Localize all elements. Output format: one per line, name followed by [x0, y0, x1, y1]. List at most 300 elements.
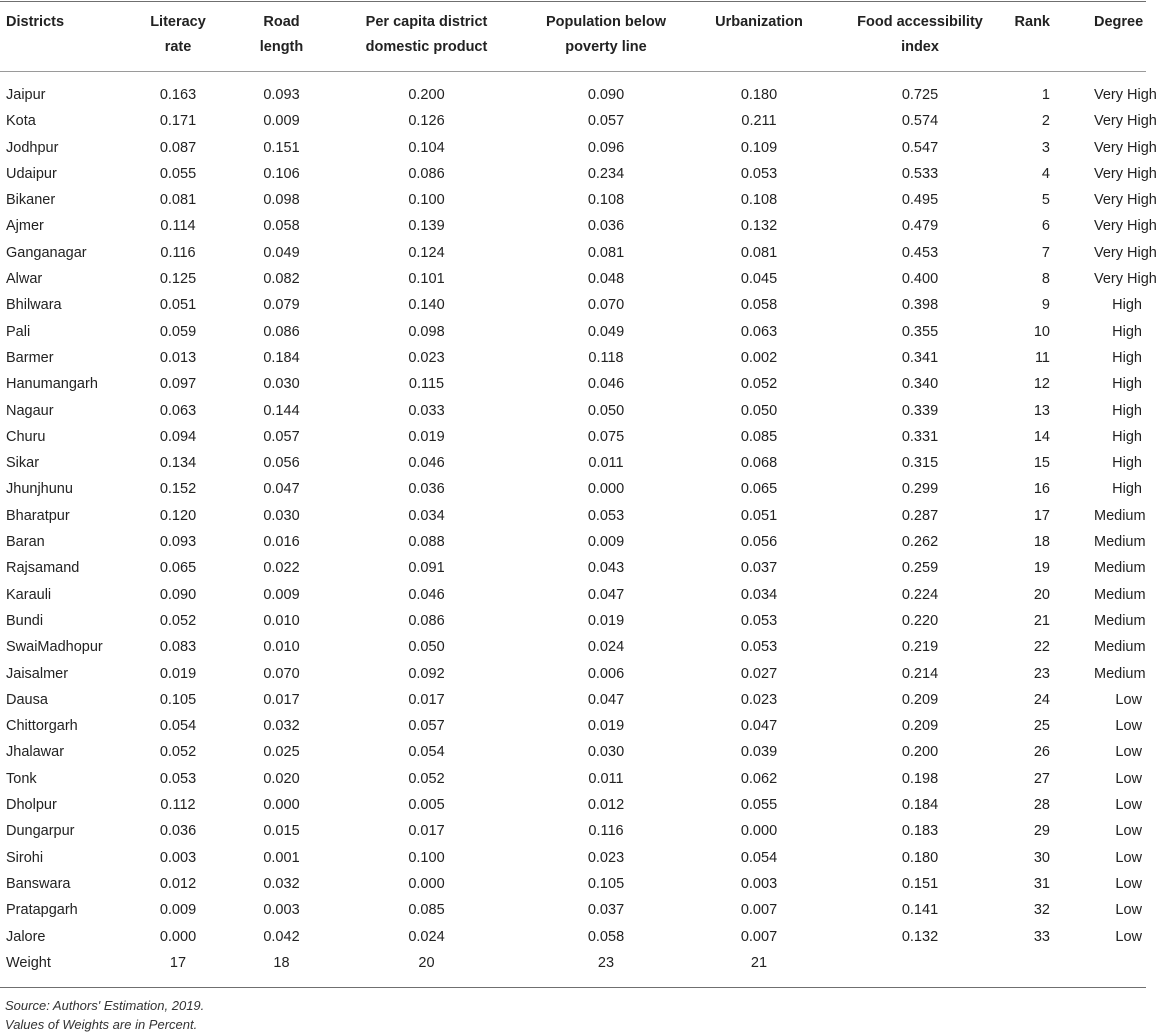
column-header-line: Food accessibility: [857, 14, 983, 30]
table-row: [0, 108, 1146, 134]
value-cell: 0.533: [901, 165, 939, 182]
district-cell: SwaiMadhopur: [6, 639, 103, 656]
table-row: [0, 687, 1146, 713]
value-cell: 0.574: [901, 113, 939, 130]
value-cell: 0.045: [740, 271, 778, 288]
value-cell: 19: [1033, 560, 1050, 577]
value-cell: High: [1112, 323, 1142, 340]
value-cell: 0.024: [408, 928, 445, 945]
value-cell: 0.049: [263, 244, 300, 261]
value-cell: Low: [1115, 902, 1142, 919]
value-cell: 0.017: [408, 691, 445, 708]
table-row: [0, 187, 1146, 213]
value-cell: 0.057: [587, 113, 625, 130]
value-cell: 0.005: [408, 797, 445, 814]
district-cell: Nagaur: [6, 402, 54, 419]
value-cell: 0.009: [263, 586, 300, 603]
district-cell: Ajmer: [6, 218, 44, 235]
value-cell: Medium: [1094, 507, 1146, 524]
district-cell: Bhilwara: [6, 297, 62, 314]
value-cell: 0.097: [159, 376, 197, 393]
district-cell: Pali: [6, 323, 31, 340]
table-row: [0, 266, 1146, 292]
value-cell: 0.219: [901, 639, 939, 656]
value-cell: 21: [1033, 612, 1050, 629]
value-cell: 0.105: [587, 875, 625, 892]
value-cell: 0.116: [160, 244, 196, 261]
value-cell: 0.082: [263, 271, 300, 288]
district-cell: Banswara: [6, 875, 71, 892]
column-header-line: Literacy: [150, 14, 206, 30]
value-cell: 0.453: [901, 244, 939, 261]
district-cell: Udaipur: [6, 165, 57, 182]
district-cell: Sirohi: [6, 849, 44, 866]
value-cell: 0.094: [159, 428, 197, 445]
footnote-weights: Values of Weights are in Percent.: [5, 1017, 198, 1032]
value-cell: Very High: [1094, 139, 1157, 156]
table-row: [0, 424, 1146, 450]
value-cell: 0.209: [901, 691, 939, 708]
value-cell: 0.042: [263, 928, 300, 945]
value-cell: Medium: [1094, 639, 1146, 656]
table-row: [0, 739, 1146, 765]
value-cell: 0.118: [588, 349, 624, 366]
value-cell: 0.024: [587, 639, 625, 656]
value-cell: 0.013: [159, 349, 197, 366]
value-cell: 14: [1033, 428, 1050, 445]
district-cell: Jhalawar: [6, 744, 65, 761]
district-cell: Bundi: [6, 612, 44, 629]
value-cell: 0.151: [901, 875, 939, 892]
value-cell: Low: [1115, 691, 1142, 708]
value-cell: 0.495: [901, 192, 939, 209]
value-cell: [830, 950, 1010, 976]
value-cell: 0.112: [160, 797, 196, 814]
value-cell: 0.000: [263, 797, 300, 814]
value-cell: 17: [169, 954, 187, 971]
value-cell: 0.056: [740, 534, 778, 551]
value-cell: Very High: [1094, 165, 1157, 182]
value-cell: 0.085: [408, 902, 445, 919]
value-cell: 0.109: [740, 139, 778, 156]
value-cell: 0.096: [587, 139, 625, 156]
data-table: [0, 8, 1157, 976]
value-cell: 0.183: [901, 823, 939, 840]
value-cell: Very High: [1094, 87, 1157, 103]
district-cell: Jodhpur: [6, 139, 59, 156]
value-cell: 27: [1033, 770, 1050, 787]
value-cell: 0.180: [740, 87, 778, 103]
value-cell: 3: [1041, 139, 1050, 156]
value-cell: 0.054: [408, 744, 445, 761]
district-cell: Dungarpur: [6, 823, 75, 840]
column-header-line: poverty line: [565, 39, 647, 55]
district-cell: Churu: [6, 428, 46, 445]
column-header-line: Districts: [6, 14, 65, 30]
value-cell: 0.027: [740, 665, 778, 682]
value-cell: 0.070: [263, 665, 300, 682]
district-cell: Kota: [6, 113, 36, 130]
table-row: [0, 135, 1146, 161]
value-cell: 0.081: [740, 244, 778, 261]
value-cell: 0.287: [901, 507, 939, 524]
column-header: [688, 8, 830, 72]
column-header-line: Rank: [1014, 14, 1050, 30]
value-cell: High: [1112, 376, 1142, 393]
table-row: [0, 871, 1146, 897]
district-cell: Jhunjhunu: [6, 481, 73, 498]
value-cell: 0.034: [408, 507, 445, 524]
district-cell: Hanumangarh: [6, 376, 98, 393]
value-cell: 0.058: [740, 297, 778, 314]
value-cell: 0.180: [901, 849, 939, 866]
value-cell: 0.052: [408, 770, 445, 787]
value-cell: 0.030: [587, 744, 625, 761]
value-cell: 0.100: [408, 192, 445, 209]
value-cell: 0.011: [588, 455, 624, 472]
value-cell: 0.057: [408, 718, 445, 735]
value-cell: 0.090: [159, 586, 197, 603]
value-cell: 0.140: [408, 297, 445, 314]
value-cell: 0.003: [263, 902, 300, 919]
district-cell: Tonk: [6, 770, 37, 787]
value-cell: High: [1112, 349, 1142, 366]
value-cell: 0.098: [408, 323, 445, 340]
table-row: [0, 450, 1146, 476]
value-cell: Low: [1115, 718, 1142, 735]
value-cell: 0.010: [263, 639, 300, 656]
value-cell: 0.000: [159, 928, 197, 945]
value-cell: 0.002: [740, 349, 778, 366]
table-row: [0, 582, 1146, 608]
value-cell: 0.063: [740, 323, 778, 340]
value-cell: 0.104: [408, 139, 445, 156]
value-cell: 0.108: [740, 192, 778, 209]
value-cell: 7: [1041, 244, 1050, 261]
value-cell: 0.036: [408, 481, 445, 498]
value-cell: 0.056: [263, 455, 300, 472]
column-header: [234, 8, 329, 72]
value-cell: 0.036: [587, 218, 625, 235]
value-cell: Medium: [1094, 560, 1146, 577]
value-cell: 0.100: [408, 849, 445, 866]
value-cell: 0.355: [901, 323, 939, 340]
bottom-rule: [0, 987, 1146, 988]
table-row: [0, 161, 1146, 187]
value-cell: 0.001: [263, 849, 300, 866]
value-cell: 0.144: [263, 402, 300, 419]
value-cell: 0.053: [587, 507, 625, 524]
column-header: [0, 8, 122, 72]
column-header-line: Degree: [1094, 14, 1144, 30]
value-cell: 24: [1033, 691, 1050, 708]
value-cell: 0.152: [159, 481, 197, 498]
value-cell: 0.331: [901, 428, 939, 445]
table-header: [0, 8, 1146, 72]
value-cell: 0.019: [408, 428, 445, 445]
district-cell: Pratapgarh: [6, 902, 78, 919]
table-row: [0, 345, 1146, 371]
value-cell: 0.083: [159, 639, 197, 656]
district-cell: Dausa: [6, 691, 48, 708]
value-cell: 0.022: [263, 560, 300, 577]
value-cell: 0.151: [263, 139, 300, 156]
value-cell: 0.063: [159, 402, 197, 419]
column-header: [329, 8, 524, 72]
value-cell: 0.068: [740, 455, 778, 472]
value-cell: Low: [1115, 849, 1142, 866]
district-cell: Bikaner: [6, 192, 56, 209]
value-cell: 0.086: [408, 612, 445, 629]
column-header: [122, 8, 234, 72]
value-cell: Medium: [1094, 665, 1146, 682]
value-cell: 31: [1033, 875, 1050, 892]
header-row: [0, 8, 1146, 72]
value-cell: 0.315: [901, 455, 939, 472]
value-cell: 0.081: [159, 192, 197, 209]
value-cell: 12: [1033, 376, 1050, 393]
value-cell: 0.053: [159, 770, 197, 787]
value-cell: 23: [1033, 665, 1050, 682]
value-cell: 0.058: [263, 218, 300, 235]
value-cell: 0.030: [263, 507, 300, 524]
value-cell: 32: [1033, 902, 1050, 919]
value-cell: 0.047: [263, 481, 300, 498]
table-row: [0, 72, 1146, 108]
value-cell: 0.057: [263, 428, 300, 445]
value-cell: 0.120: [159, 507, 197, 524]
footnotes: [5, 996, 204, 1034]
value-cell: 20: [418, 954, 435, 971]
table-row: [0, 845, 1146, 871]
value-cell: 25: [1033, 718, 1050, 735]
value-cell: 28: [1033, 797, 1050, 814]
column-header: [1094, 8, 1146, 72]
value-cell: 0.341: [901, 349, 939, 366]
table-row: [0, 240, 1146, 266]
value-cell: 0.023: [408, 349, 445, 366]
value-cell: 0.479: [901, 218, 939, 235]
value-cell: 0.105: [159, 691, 197, 708]
column-header-line: Urbanization: [715, 14, 803, 30]
value-cell: 0.085: [740, 428, 778, 445]
value-cell: 0.339: [901, 402, 939, 419]
value-cell: 0.046: [587, 376, 625, 393]
value-cell: 0.114: [160, 218, 196, 235]
value-cell: 0.030: [263, 376, 300, 393]
value-cell: 0.052: [159, 612, 197, 629]
value-cell: 0.299: [901, 481, 939, 498]
table-row: [0, 319, 1146, 345]
district-cell: Jaipur: [6, 87, 46, 103]
value-cell: 0.019: [159, 665, 197, 682]
value-cell: 0.132: [901, 928, 939, 945]
value-cell: 0.047: [587, 691, 625, 708]
district-cell: Jalore: [6, 928, 46, 945]
value-cell: 5: [1041, 192, 1050, 209]
value-cell: 0.037: [740, 560, 778, 577]
value-cell: 0.058: [587, 928, 625, 945]
value-cell: 0.049: [587, 323, 625, 340]
value-cell: 30: [1033, 849, 1050, 866]
value-cell: 0.046: [408, 455, 445, 472]
value-cell: 0.016: [263, 534, 300, 551]
district-cell: Alwar: [6, 271, 43, 288]
value-cell: 0.547: [901, 139, 939, 156]
column-header-line: length: [259, 39, 304, 55]
value-cell: 0.132: [740, 218, 778, 235]
value-cell: 0.052: [740, 376, 778, 393]
value-cell: 0.019: [587, 718, 625, 735]
value-cell: 0.198: [901, 770, 939, 787]
value-cell: 0.400: [901, 271, 939, 288]
value-cell: Low: [1115, 797, 1142, 814]
table-row: [0, 213, 1146, 239]
value-cell: Low: [1115, 744, 1142, 761]
value-cell: High: [1112, 297, 1142, 314]
value-cell: 0.171: [159, 113, 197, 130]
value-cell: 0.086: [263, 323, 300, 340]
value-cell: 0.059: [159, 323, 197, 340]
table-row: [0, 924, 1146, 950]
value-cell: 0.015: [263, 823, 300, 840]
value-cell: 0.087: [159, 139, 197, 156]
district-cell: Chittorgarh: [6, 718, 78, 735]
table-row: [0, 398, 1146, 424]
district-cell: Barmer: [6, 349, 54, 366]
value-cell: Low: [1115, 770, 1142, 787]
value-cell: 0.108: [587, 192, 625, 209]
table-row: [0, 634, 1146, 660]
value-cell: 0.000: [740, 823, 778, 840]
value-cell: 29: [1033, 823, 1050, 840]
district-cell: Ganganagar: [6, 244, 87, 261]
value-cell: 0.116: [588, 823, 624, 840]
value-cell: 0.011: [588, 770, 624, 787]
value-cell: 0.050: [740, 402, 778, 419]
value-cell: 0.050: [408, 639, 445, 656]
value-cell: Very High: [1094, 244, 1157, 261]
table-row: [0, 608, 1146, 634]
value-cell: 0.054: [740, 849, 778, 866]
value-cell: 0.048: [587, 271, 625, 288]
value-cell: 0.010: [263, 612, 300, 629]
table-row: [0, 555, 1146, 581]
column-header: [1010, 8, 1094, 72]
value-cell: 0.007: [740, 928, 778, 945]
value-cell: 10: [1033, 323, 1050, 340]
table-row: [0, 292, 1146, 318]
column-header-line: index: [901, 39, 939, 55]
value-cell: 0.043: [587, 560, 625, 577]
value-cell: 0.007: [740, 902, 778, 919]
value-cell: 0.053: [740, 165, 778, 182]
value-cell: 0.003: [740, 875, 778, 892]
footnote-source: Source: Authors' Estimation, 2019.: [5, 998, 205, 1013]
value-cell: 0.126: [408, 113, 445, 130]
value-cell: 0.209: [901, 718, 939, 735]
value-cell: 0.050: [587, 402, 625, 419]
value-cell: 26: [1033, 744, 1050, 761]
value-cell: 0.092: [408, 665, 445, 682]
table-row: [0, 661, 1146, 687]
value-cell: 0.125: [159, 271, 197, 288]
table-row: [0, 476, 1146, 502]
value-cell: 0.093: [263, 87, 300, 103]
value-cell: 0.141: [901, 902, 939, 919]
value-cell: Low: [1115, 875, 1142, 892]
value-cell: 0.054: [159, 718, 197, 735]
value-cell: 9: [1041, 297, 1050, 314]
district-cell: Baran: [6, 534, 45, 551]
value-cell: 0.055: [740, 797, 778, 814]
value-cell: 0.211: [741, 113, 777, 130]
value-cell: 0.340: [901, 376, 939, 393]
table-row: [0, 792, 1146, 818]
table-row: [0, 897, 1146, 923]
value-cell: 18: [273, 954, 290, 971]
value-cell: 0.259: [901, 560, 939, 577]
column-header: [830, 8, 1010, 72]
value-cell: Medium: [1094, 534, 1146, 551]
value-cell: 0.009: [263, 113, 300, 130]
value-cell: 0.139: [408, 218, 445, 235]
value-cell: 0.081: [587, 244, 625, 261]
value-cell: 0.106: [263, 165, 300, 182]
value-cell: 0.009: [587, 534, 625, 551]
value-cell: 0.075: [587, 428, 625, 445]
value-cell: 22: [1033, 639, 1050, 656]
value-cell: 0.214: [901, 665, 939, 682]
value-cell: 0.017: [408, 823, 445, 840]
value-cell: 0.065: [159, 560, 197, 577]
value-cell: 0.090: [587, 87, 625, 103]
district-cell: Sikar: [6, 455, 40, 472]
column-header-line: Per capita district: [365, 14, 488, 30]
value-cell: 0.053: [740, 639, 778, 656]
value-cell: 0.051: [159, 297, 197, 314]
weight-row: [0, 950, 1146, 976]
value-cell: 0.398: [901, 297, 939, 314]
value-cell: 0.134: [159, 455, 197, 472]
value-cell: Low: [1115, 928, 1142, 945]
district-cell: Bharatpur: [6, 507, 70, 524]
value-cell: High: [1112, 481, 1142, 498]
value-cell: High: [1112, 455, 1142, 472]
table-row: [0, 818, 1146, 844]
value-cell: 0.079: [263, 297, 300, 314]
value-cell: 0.262: [901, 534, 939, 551]
value-cell: 0.051: [740, 507, 778, 524]
value-cell: 0.200: [901, 744, 939, 761]
table-row: [0, 529, 1146, 555]
value-cell: 0.220: [901, 612, 939, 629]
value-cell: 0.032: [263, 875, 300, 892]
column-header-line: Road: [263, 14, 300, 30]
column-header-line: Population below: [545, 14, 667, 30]
value-cell: 0.012: [587, 797, 625, 814]
column-header: [524, 8, 688, 72]
value-cell: High: [1112, 428, 1142, 445]
value-cell: 0.009: [159, 902, 197, 919]
value-cell: 0.124: [408, 244, 445, 261]
value-cell: 0.086: [408, 165, 445, 182]
value-cell: 17: [1033, 507, 1050, 524]
value-cell: Very High: [1094, 218, 1157, 235]
table-row: [0, 371, 1146, 397]
value-cell: 0.025: [263, 744, 300, 761]
value-cell: Very High: [1094, 271, 1157, 288]
